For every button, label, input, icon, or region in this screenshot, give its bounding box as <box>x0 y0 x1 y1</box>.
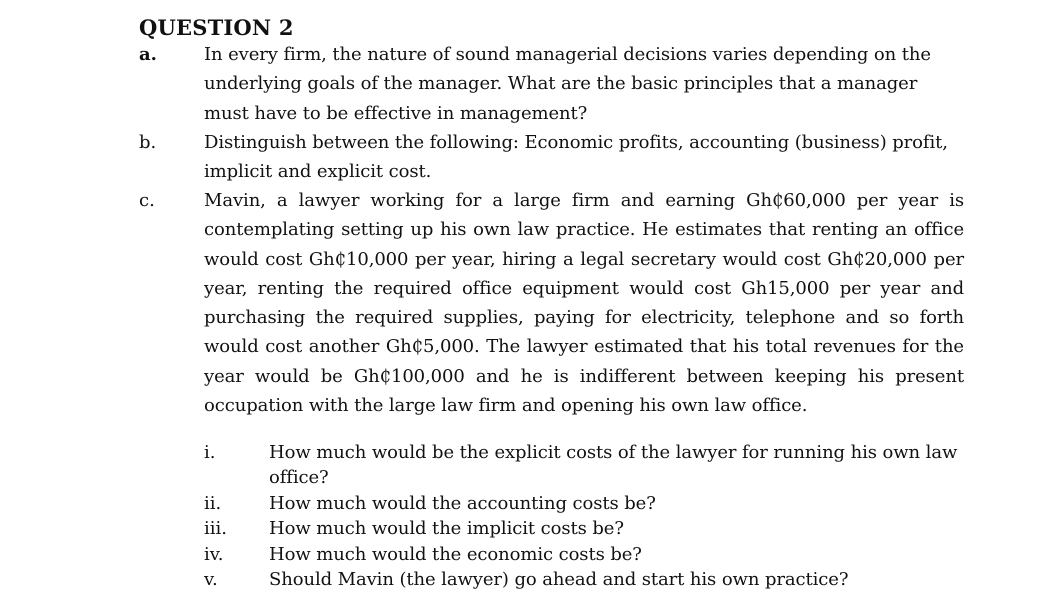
part-c-text <box>204 186 964 420</box>
part-c-line: contemplating setting up his own law practice. He estimates that renting an office <box>204 219 964 241</box>
subquestion-iii-text: How much would the implicit costs be? <box>269 518 624 539</box>
part-c-line: year, renting the required office equipment would cost Gh15,000 per year and <box>204 277 964 299</box>
subquestion-line: How much would be the explicit costs of the lawyer for running his own law <box>269 442 958 463</box>
part-a-line: In every firm, the nature of sound managerial decisions varies depending on the <box>204 44 931 65</box>
part-a-text <box>204 40 964 128</box>
subquestion-v-text: Should Mavin (the lawyer) go ahead and start his own practice? <box>269 569 849 590</box>
subquestion-ii-text: How much would the accounting costs be? <box>269 493 656 514</box>
part-c-line: would cost Gh₵10,000 per year, hiring a legal secretary would cost Gh₵20,000 per <box>204 248 964 270</box>
part-b-text <box>204 128 964 187</box>
part-c-line: occupation with the large law firm and opening his own law office. <box>204 395 808 417</box>
part-a-line: must have to be effective in management? <box>204 102 588 124</box>
subquestion-i-text <box>269 440 969 490</box>
part-b-line: Distinguish between the following: Economic profits, accounting (business) profit, <box>204 132 948 153</box>
subquestion-iv-label: iv. <box>204 544 224 565</box>
question-title: QUESTION 2 <box>139 15 294 40</box>
part-c-line: would cost another Gh₵5,000. The lawyer estimated that his total revenues for the <box>204 336 964 358</box>
part-c-line: year would be Gh₵100,000 and he is indifferent between keeping his present <box>204 365 964 387</box>
subquestion-line: office? <box>269 467 329 488</box>
part-c-label: c. <box>139 190 155 211</box>
part-b-line: implicit and explicit cost. <box>204 161 432 183</box>
part-a-label: a. <box>139 44 157 65</box>
part-a-line: underlying goals of the manager. What are the basic principles that a manager <box>204 73 918 95</box>
subquestion-i-label: i. <box>204 442 216 463</box>
subquestion-iv-text: How much would the economic costs be? <box>269 544 642 565</box>
subquestion-v-label: v. <box>204 569 218 590</box>
subquestion-iii-label: iii. <box>204 518 227 539</box>
part-c-line: Mavin, a lawyer working for a large firm and earning Gh₵60,000 per year is <box>204 190 964 211</box>
part-c-line: purchasing the required supplies, paying for electricity, telephone and so forth <box>204 307 964 329</box>
subquestion-ii-label: ii. <box>204 493 222 514</box>
part-b-label: b. <box>139 132 157 153</box>
